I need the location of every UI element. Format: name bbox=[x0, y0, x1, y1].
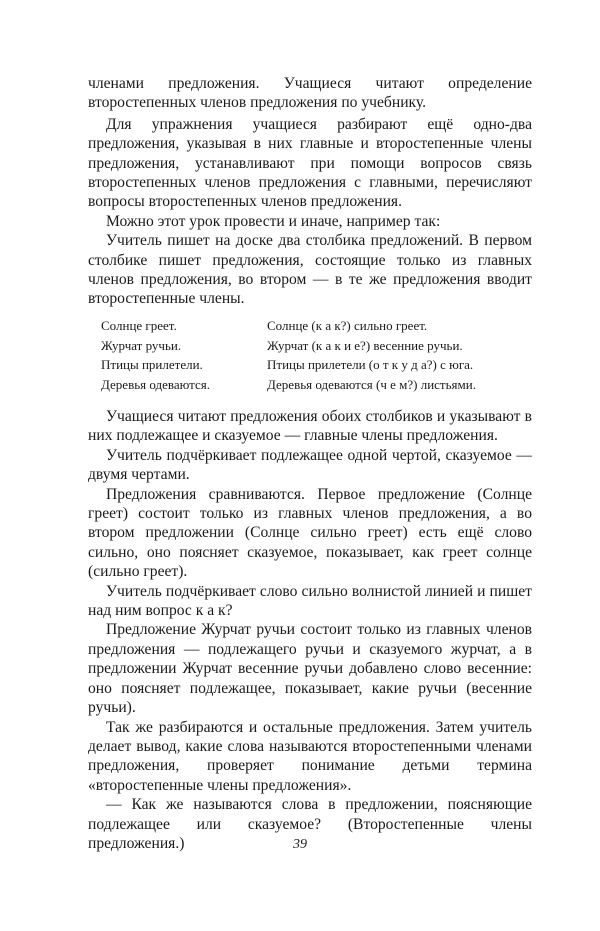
left-sentence: Птицы прилетели. bbox=[101, 357, 203, 372]
paragraph: Предложения сравниваются. Первое предложение (Солнце греет) состоит только из главных членов предложения, а во втором предложении (Солнце сильно греет) есть ещё слово сильно, оно поясняет сказуемое, показывает, как греет солнце (сильно греет). bbox=[88, 485, 532, 581]
paragraph: Предложение Журчат ручьи состоит только из главных членов предложения — подлежащего ручьи и сказуемого журчат, а в предложении Журчат весенние ручьи добавлено слово весенние: оно поясняет подлежащее, показывает, какие ручьи (весенние ручьи). bbox=[88, 621, 532, 717]
paragraph: членами предложения. Учащиеся читают определение второстепенных членов предложения по учебнику. bbox=[88, 75, 532, 112]
left-sentence: Деревья одеваются. bbox=[101, 376, 210, 392]
paragraph: Для упражнения учащиеся разбирают ещё одно-два предложения, указывая в них главные и второстепенные члены предложения, устанавливают при помощи вопросов связь второстепенных членов предложения с главными, перечисляют вопросы второстепенных членов предложения. bbox=[88, 115, 532, 211]
table-row bbox=[101, 336, 533, 356]
table-row bbox=[101, 316, 533, 336]
paragraph: Можно этот урок провести и иначе, например так: bbox=[106, 212, 441, 230]
page-number: 39 bbox=[293, 837, 307, 852]
text-block-bottom bbox=[88, 407, 532, 853]
left-sentence: Журчат ручьи. bbox=[101, 337, 182, 353]
paragraph: — Как же называются слова в предложении, поясняющие подлежащее или сказуемое? (Второстепенные члены предложения.) bbox=[88, 796, 532, 852]
text-block-top bbox=[88, 74, 532, 309]
paragraph: Учитель пишет на доске два столбика предложений. В первом столбике пишет предложения, состоящие только из главных членов предложения, во втором — в те же предложения вводит второстепенные члены. bbox=[88, 232, 532, 308]
left-sentence: Солнце греет. bbox=[101, 318, 177, 333]
table-row bbox=[101, 355, 533, 375]
right-sentence: Солнце (к а к?) сильно греет. bbox=[267, 318, 428, 333]
paragraph: Учащиеся читают предложения обоих столбиков и указывают в них подлежащее и сказуемое — главные члены предложения. bbox=[88, 408, 532, 445]
right-sentence: Журчат (к а к и е?) весенние ручьи. bbox=[267, 337, 463, 353]
paragraph: Учитель подчёркивает подлежащее одной чертой, сказуемое — двумя чертами. bbox=[88, 446, 532, 484]
right-sentence: Птицы прилетели (о т к у д а?) с юга. bbox=[267, 357, 474, 372]
sentence-columns bbox=[101, 316, 533, 394]
paragraph: Так же разбираются и остальные предложения. Затем учитель делает вывод, какие слова называются второстепенными членами предложения, проверяет понимание детьми термина «второстепенные члены предложения». bbox=[88, 718, 532, 794]
table-row bbox=[101, 375, 533, 395]
right-sentence: Деревья одеваются (ч е м?) листьями. bbox=[267, 376, 476, 392]
paragraph: Учитель подчёркивает слово сильно волнистой линией и пишет над ним вопрос к а к? bbox=[88, 582, 532, 620]
